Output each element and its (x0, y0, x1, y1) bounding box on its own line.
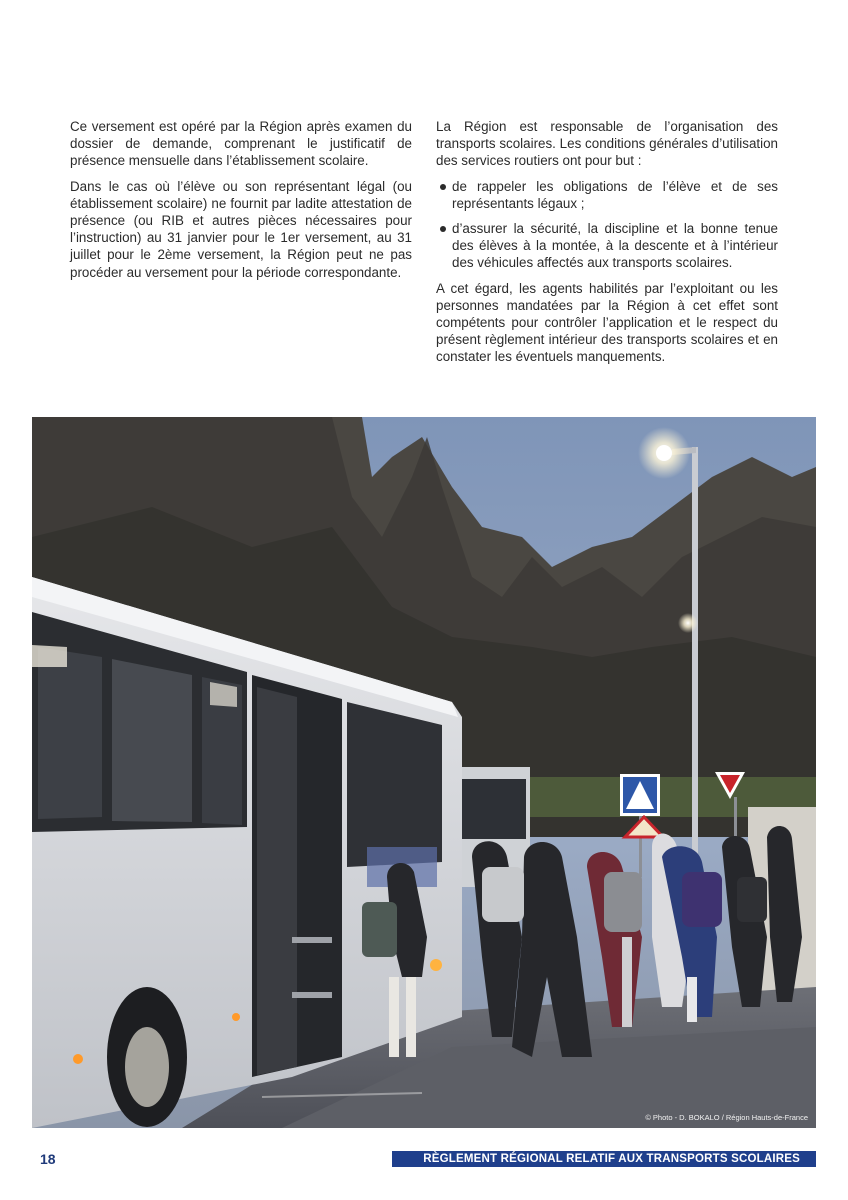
paragraph: La Région est responsable de l’organisation des transports scolaires. Les conditions générales d’utilisation des services routiers ont pour but : (436, 119, 778, 169)
paragraph: Ce versement est opéré par la Région après examen du dossier de demande, comprenant le justificatif de présence mensuelle dans l’établissement scolaire. (70, 119, 412, 169)
photo-credit: © Photo - D. BOKALO / Région Hauts-de-France (645, 1113, 808, 1122)
paragraph: Dans le cas où l’élève ou son représentant légal (ou établissement scolaire) ne fournit par ladite attestation de présence (ou RIB et autres pièces nécessaires pour l’instruction) au 31 janvier pour le 1er versement, au 31 juillet pour le 2ème versement, la Région peut ne pas procéder au versement pour la période correspondante. (70, 178, 412, 280)
left-column (70, 118, 412, 289)
school-bus-photo (32, 417, 816, 1128)
paragraph: A cet égard, les agents habilités par l’exploitant ou les personnes mandatées par la Région à cet effet sont compétents pour contrôler l’application et le respect du présent règlement intérieur des transports scolaires et en constater les éventuels manquements. (436, 280, 778, 365)
right-column (436, 118, 778, 374)
page-number: 18 (40, 1151, 56, 1167)
bullet-list (436, 178, 778, 272)
list-item: d’assurer la sécurité, la discipline et la bonne tenue des élèves à la montée, à la descente et à l’intérieur des véhicules affectés aux transports scolaires. (436, 220, 778, 272)
footer-title: RÈGLEMENT RÉGIONAL RELATIF AUX TRANSPORTS SCOLAIRES (423, 1153, 800, 1165)
footer-title-bar (392, 1151, 816, 1167)
list-item: de rappeler les obligations de l’élève et de ses représentants légaux ; (436, 178, 778, 212)
